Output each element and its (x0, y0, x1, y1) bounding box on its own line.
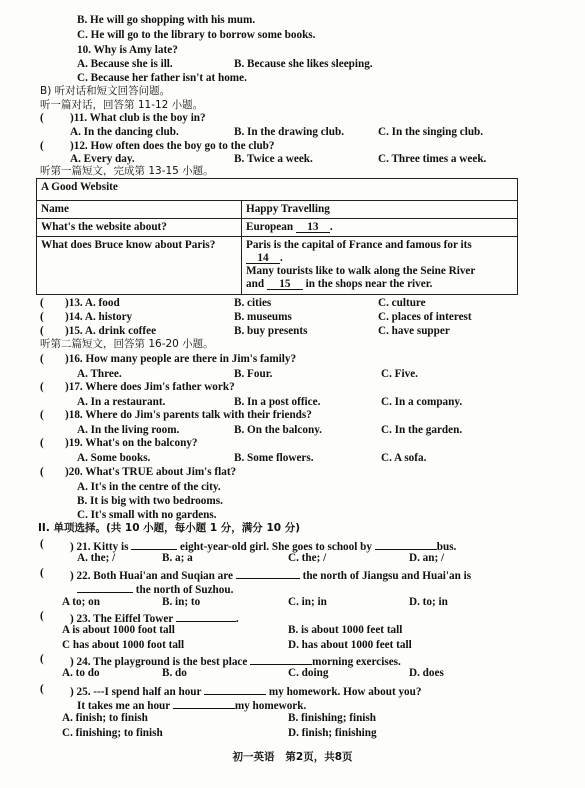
q11-option-c: C. In the singing club. (378, 126, 484, 138)
q16-option-b: B. Four. (234, 368, 273, 380)
q25-option-d: D. finish; finishing (288, 727, 377, 739)
q24-option-b: B. do (162, 667, 187, 679)
q15-option-c: C. have supper (378, 325, 450, 337)
q19-option-b: B. Some flowers. (234, 452, 314, 464)
q25-option-c: C. finishing; to finish (62, 727, 163, 739)
q23-stem: ) 23. The Eiffel Tower . (70, 610, 239, 626)
q10-option-b: B. Because she likes sleeping. (234, 58, 373, 70)
page-footer: 初一英语 第2页，共8页 (232, 751, 353, 763)
q16-stem: )16. How many people are there in Jim's family? (65, 353, 297, 365)
q24-blank (250, 653, 312, 665)
passage1-intro: 听第一篇短文，完成第 13-15 小题。 (40, 165, 214, 177)
blank-15: 15 (267, 278, 303, 290)
q22-option-c: C. in; in (288, 596, 327, 608)
q12-paren: ( (40, 140, 44, 152)
q21-option-d: D. an; / (409, 552, 445, 564)
section-b-heading: B) 听对话和短文回答问题。 (40, 85, 171, 97)
q21-stem: ) 21. Kitty is eight-year-old girl. She goes to school by bus. (70, 538, 456, 554)
q23-blank (176, 610, 236, 622)
table-cell-about-label: What's the website about? (37, 219, 242, 237)
q12-option-a: A. Every day. (70, 153, 135, 165)
q9-option-b: B. He will go shopping with his mum. (77, 14, 256, 26)
table-cell-name-label: Name (37, 201, 242, 219)
q20-option-b: B. It is big with two bedrooms. (77, 495, 223, 507)
q17-option-c: C. In a company. (381, 396, 463, 408)
q17-stem: )17. Where does Jim's father work? (65, 381, 235, 393)
q20-paren: ( (40, 466, 44, 478)
q22-stem-line2: the north of Suzhou. (77, 581, 233, 597)
q24-option-a: A. to do (62, 667, 100, 679)
q21-option-c: C. the; / (288, 552, 327, 564)
q13-option-c: C. culture (378, 297, 426, 309)
q16-paren: ( (40, 353, 44, 365)
q25-paren: ( (40, 683, 44, 695)
table-title: A Good Website (37, 179, 518, 201)
q15-paren: ( (40, 325, 44, 337)
table-cell-name-value: Happy Travelling (242, 201, 518, 219)
q10-stem: 10. Why is Amy late? (77, 44, 178, 56)
q14-option-c: C. places of interest (378, 311, 472, 323)
q13-option-b: B. cities (234, 297, 272, 309)
q22-paren: ( (40, 567, 44, 579)
q20-option-c: C. It's small with no gardens. (77, 509, 217, 521)
q11-option-a: A. In the dancing club. (70, 126, 179, 138)
q22-stem: ) 22. Both Huai'an and Suqian are the north of Jiangsu and Huai'an is (70, 567, 471, 583)
q12-option-b: B. Twice a week. (234, 153, 313, 165)
q19-stem: )19. What's on the balcony? (65, 437, 198, 449)
q19-option-c: C. A sofa. (381, 452, 427, 464)
q18-stem: )18. Where do Jim's parents talk with their friends? (65, 409, 312, 421)
q14-stem: )14. A. history (65, 311, 133, 323)
q17-paren: ( (40, 381, 44, 393)
q24-stem: ) 24. The playground is the best place morning exercises. (70, 653, 401, 669)
q22-blank-2 (77, 581, 133, 593)
q25-blank-2 (173, 697, 235, 709)
dialog-intro: 听一篇对话，回答第 11-12 小题。 (40, 99, 204, 111)
q22-blank-1 (236, 567, 300, 579)
q21-blank-2 (375, 538, 437, 550)
blank-13: 13 (296, 221, 330, 233)
q11-option-b: B. In the drawing club. (234, 126, 345, 138)
q21-blank-1 (131, 538, 177, 550)
q19-paren: ( (40, 437, 44, 449)
q22-option-d: D. to; in (409, 596, 448, 608)
q24-paren: ( (40, 653, 44, 665)
q10-option-a: A. Because she is ill. (77, 58, 173, 70)
q23-option-c: C has about 1000 foot tall (62, 639, 185, 651)
q18-option-a: A. In the living room. (77, 424, 180, 436)
q12-stem: )12. How often does the boy go to the club? (70, 140, 275, 152)
q14-option-b: B. museums (234, 311, 292, 323)
q21-paren: ( (40, 538, 44, 550)
q15-option-b: B. buy presents (234, 325, 308, 337)
q9-option-c: C. He will go to the library to borrow some books. (77, 29, 316, 41)
q22-option-a: A to; on (62, 596, 100, 608)
q20-option-a: A. It's in the centre of the city. (77, 481, 221, 493)
q25-stem-line2: It takes me an hour my homework. (77, 697, 306, 713)
q21-option-b: B. a; a (162, 552, 193, 564)
q11-stem: )11. What club is the boy in? (70, 112, 206, 124)
q17-option-b: B. In a post office. (234, 396, 321, 408)
website-table (36, 178, 518, 295)
q23-paren: ( (40, 610, 44, 622)
q25-option-b: B. finishing; finish (288, 712, 376, 724)
table-cell-about-value: European 13 . (242, 219, 518, 237)
passage2-intro: 听第二篇短文，回答第 16-20 小题。 (40, 338, 214, 350)
table-cell-paris-label: What does Bruce know about Paris? (37, 237, 242, 295)
q24-option-d: D. does (409, 667, 444, 679)
q18-option-c: C. In the garden. (381, 424, 463, 436)
q11-paren: ( (40, 112, 44, 124)
table-cell-paris-value: Paris is the capital of France and famous for its 14 . Many tourists like to walk along the Seine River and 15 in the shops near the river. (242, 237, 518, 295)
q18-paren: ( (40, 409, 44, 421)
q20-stem: )20. What's TRUE about Jim's flat? (65, 466, 237, 478)
q18-option-b: B. On the balcony. (234, 424, 322, 436)
q16-option-a: A. Three. (77, 368, 122, 380)
q23-option-a: A is about 1000 foot tall (62, 624, 175, 636)
q25-blank-1 (204, 683, 266, 695)
q16-option-c: C. Five. (381, 368, 418, 380)
q12-option-c: C. Three times a week. (378, 153, 487, 165)
q17-option-a: A. In a restaurant. (77, 396, 166, 408)
q22-option-b: B. in; to (162, 596, 201, 608)
blank-14: 14 (246, 252, 280, 264)
q15-stem: )15. A. drink coffee (65, 325, 157, 337)
part2-heading: II. 单项选择。(共 10 小题，每小题 1 分，满分 10 分) (38, 522, 301, 534)
q25-option-a: A. finish; to finish (62, 712, 148, 724)
q21-option-a: A. the; / (77, 552, 116, 564)
q10-option-c: C. Because her father isn't at home. (77, 72, 247, 84)
q14-paren: ( (40, 311, 44, 323)
q19-option-a: A. Some books. (77, 452, 151, 464)
q13-stem: )13. A. food (65, 297, 120, 309)
q25-stem: ) 25. ---I spend half an hour my homework. How about you? (70, 683, 421, 699)
q23-option-d: D. has about 1000 feet tall (288, 639, 412, 651)
q24-option-c: C. doing (288, 667, 329, 679)
q23-option-b: B. is about 1000 feet tall (288, 624, 403, 636)
q13-paren: ( (40, 297, 44, 309)
